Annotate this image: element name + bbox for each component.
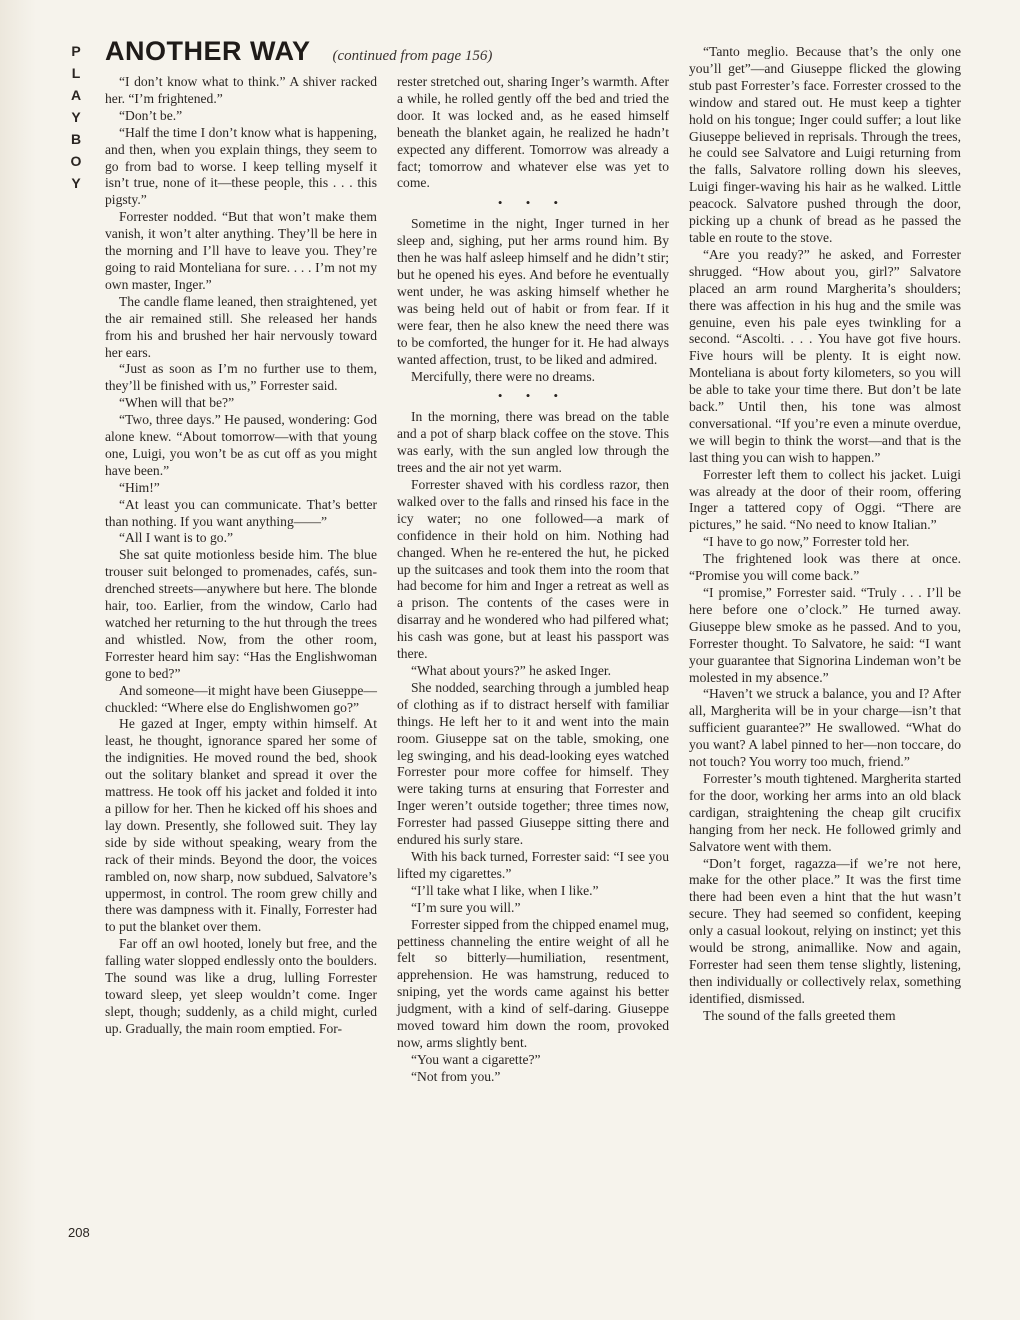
paragraph: “I’ll take what I like, when I like.” bbox=[411, 882, 599, 898]
binding-shadow bbox=[0, 0, 36, 1320]
paragraph: Sometime in the night, Inger turned in her sleep and, sighing, put her arms round him. By then he was half asleep himself and he didn’t stir; but he opened his eyes. And before he eventually went under, he was asking himself whether he was being held out of habit or from fear. If it were fear, then he also knew the need there was to be comforted, the hunger for it. He had always wanted affection, trust, to be liked and admired. bbox=[397, 216, 669, 367]
magazine-name-vertical bbox=[65, 40, 87, 194]
magazine-letter: O bbox=[70, 153, 82, 169]
article-header bbox=[105, 36, 492, 67]
paragraph: In the morning, there was bread on the table and a pot of sharp black coffee on the stove. This was early, with the sun angled low through the trees and the air not yet warm. bbox=[397, 409, 669, 476]
magazine-letter: L bbox=[71, 65, 81, 81]
paragraph: And someone—it might have been Giuseppe—chuckled: “Where else do Englishwomen go?” bbox=[105, 682, 377, 715]
section-break: • • • bbox=[497, 388, 569, 404]
magazine-letter: P bbox=[71, 43, 81, 59]
paragraph: The sound of the falls greeted them bbox=[703, 1007, 896, 1023]
paragraph: Forrester shaved with his cordless razor, then walked over to the falls and rinsed his face in the icy water; no one followed—a mark of confidence in their hold on him. Nothing had changed. When he re-entered the hut, he picked up the suitcases and took them into the room that had become for him and Inger a retreat as well as a prison. The contents of the cases were in disarray and he wondered who had pilfered what; his cash was gone, but at least his passport was there. bbox=[397, 477, 669, 662]
continued-note: (continued from page 156) bbox=[332, 48, 493, 64]
paragraph: Forrester nodded. “But that won’t make them vanish, it won’t alter anything. They’ll be here in the morning and I’ll have to leave you. They’re going to raid Monteliana for sure. . . . I’m not my own master, Inger.” bbox=[105, 209, 377, 292]
paragraph: “Just as soon as I’m no further use to them, they’ll be finished with us,” Forrester said. bbox=[105, 361, 377, 394]
page-number: 208 bbox=[68, 1225, 90, 1240]
paragraph: “Two, three days.” He paused, wondering: God alone knew. “About tomorrow—with that young one, Luigi, you won’t be as cut off as you might have been.” bbox=[105, 412, 377, 478]
paragraph: “Him!” bbox=[119, 479, 160, 495]
paragraph: “What about yours?” he asked Inger. bbox=[411, 663, 612, 678]
paragraph: “Don’t forget, ragazza—if we’re not here, make for the other place.” It was the first time there had been even a hint that the hut wasn’t secure. They had seemed so confident, keeping only a casual lookout, relying on instinct; yet this would be strong, animallike. Now and again, Forrester had seen them tense slightly, listening, then individually or collectively relax, something identified, dismissed. bbox=[689, 855, 961, 1006]
paragraph: “I promise,” Forrester said. “Truly . . . I’ll be here before one o’clock.” He turned away. Giuseppe blew smoke as he passed. And to you, Forrester thought. To Salvatore, he said: “I want your guarantee that Signorina Lindeman won’t be molested in my absence.” bbox=[689, 585, 961, 685]
paragraph: Forrester left them to collect his jacket. Luigi was already at the door of their room, offering Inger a tattered copy of Oggi. “There are pictures,” he said. “No need to know Italian.” bbox=[689, 466, 961, 533]
magazine-letter: A bbox=[70, 87, 82, 103]
paragraph: “I have to go now,” Forrester told her. bbox=[703, 534, 910, 550]
paragraph: “When will that be?” bbox=[119, 395, 235, 411]
magazine-letter: Y bbox=[71, 109, 81, 125]
paragraph: Forrester sipped from the chipped enamel mug, pettiness channeling the entire weight of all he felt so bitterly—humiliation, resentment, apprehension. He was hamstrung, reduced to sniping, yet the words came against his better judgment, with a kind of self-daring. Giuseppe moved toward him down the room, provoked now, arms slightly bent. bbox=[397, 916, 669, 1050]
paragraph: The candle flame leaned, then straightened, yet the air remained still. She released her hands from his and brushed her hair nervously toward her ears. bbox=[105, 293, 377, 360]
paragraph: “At least you can communicate. That’s better than nothing. If you want anything——” bbox=[105, 496, 377, 529]
paragraph: “I’m sure you will.” bbox=[411, 899, 521, 915]
text-column-1 bbox=[105, 74, 377, 1038]
paragraph: “Haven’t we struck a balance, you and I? After all, Margherita will be in your charge—isn’t that sufficient guarantee?” He swallowed. “What do you want? A label pinned to her—non toccare, do not touch? You worry too much, friend.” bbox=[689, 686, 961, 770]
paragraph: She nodded, searching through a jumbled heap of clothing as if to distract herself with familiar things. He left her to it and went into the main room. Giuseppe sat on the table, smoking, one leg swinging, and his dead-looking eyes watched Forrester pour more coffee for himself. They were taking turns at ensuring that Forrester and Inger weren’t outside together; three times now, Forrester had passed Giuseppe sitting there and endured his surly stare. bbox=[397, 679, 669, 848]
paragraph: Far off an owl hooted, lonely but free, and the falling water slopped endlessly onto the boulders. The sound was like a drug, lulling Forrester toward sleep, yet sleep wouldn’t come. Inger slept, though; suddenly, as a child might, curled up. Gradually, the main room emptied. For- bbox=[105, 936, 377, 1036]
text-column-3 bbox=[689, 44, 961, 1025]
paragraph: With his back turned, Forrester said: “I see you lifted my cigarettes.” bbox=[397, 848, 669, 881]
magazine-letter: Y bbox=[71, 175, 81, 191]
paragraph: Mercifully, there were no dreams. bbox=[411, 368, 596, 384]
paragraph: “Tanto meglio. Because that’s the only one you’ll get”—and Giuseppe flicked the glowing stub past Forrester’s face. Forrester crossed to the window and stared out. He must keep a tighter hold on his tongue; Inger could suffer; a lout like Giuseppe believed in reprisals. Through the trees, he could see Salvatore and Luigi returning from the falls, Salvatore rolling down his sleeves, Luigi finger-waving his hair as he walked. Little peacock. Salvatore pushed through the door, picking up a chunk of bread as he passed the table en route to the stove. bbox=[689, 44, 961, 245]
paragraph: The frightened look was there at once. “Promise you will come back.” bbox=[689, 551, 961, 584]
text-column-2 bbox=[397, 74, 669, 1086]
paragraph: “I don’t know what to think.” A shiver racked her. “I’m frightened.” bbox=[105, 74, 377, 106]
paragraph: “You want a cigarette?” bbox=[411, 1051, 541, 1067]
paragraph: “Half the time I don’t know what is happening, and then, when you explain things, they seem to go from bad to worse. I keep telling myself it isn’t true, none of it—these people, this . . . this pigsty.” bbox=[105, 124, 377, 208]
paragraph: “Are you ready?” he asked, and Forrester shrugged. “How about you, girl?” Salvatore placed an arm round Margherita’s shoulders; there was affection in his hug and the smile was genuine, even his pale eyes twinkling for a second. “Ascolti. . . . You have got five hours. Five hours will be plenty. It is eight now. Monteliana is about forty kilometers, so you will be able to take your time there. But don’t be late back.” Until then, his tone was almost conversational. “If you’re even a minute overdue, we will begin to think the worst—and that is the last thing you can wish to happen.” bbox=[689, 246, 961, 465]
section-break: • • • bbox=[497, 195, 569, 211]
paragraph: “Don’t be.” bbox=[119, 107, 183, 123]
paragraph: Forrester’s mouth tightened. Margherita started for the door, working her arms into an old black cardigan, straightening the cheap gilt crucifix hanging from her neck. He followed grimly and Salvatore went with them. bbox=[689, 770, 961, 854]
paragraph: rester stretched out, sharing Inger’s warmth. After a while, he rolled gently off the bed and tried the door. It was locked and, as he eased himself beneath the blanket again, he realized he hadn’t expected any different. Tomorrow was already a fact; tomorrow and whatever else was yet to come. bbox=[397, 74, 669, 191]
paragraph: “Not from you.” bbox=[411, 1068, 501, 1084]
paragraph: “All I want is to go.” bbox=[119, 530, 234, 546]
paragraph: She sat quite motionless beside him. The blue trouser suit belonged to promenades, cafés, sun-drenched streets—anywhere but here. The blonde hair, too. Earlier, from the window, Carlo had watched her returning to the hut through the trees and whistled. Now, from the other room, Forrester heard him say: “Has the Englishwoman gone to bed?” bbox=[105, 547, 377, 681]
magazine-letter: B bbox=[70, 131, 82, 147]
article-title: ANOTHER WAY bbox=[105, 36, 311, 66]
paragraph: He gazed at Inger, empty within himself. At least, he thought, ignorance spared her some of the indignities. He moved round the bed, shook out the solitary blanket and spread it over the mattress. He took off his jacket and folded it into a pillow for her. Then he kicked off his shoes and lay down. Presently, she followed suit. They lay side by side without speaking, weary from the rack of their minds. Beyond the door, the voices rambled on, now sharp, now subdued, Salvatore’s uppermost, in control. The room grew chilly and there was dampness with it. Finally, Forrester had to put the blanket over them. bbox=[105, 716, 377, 935]
